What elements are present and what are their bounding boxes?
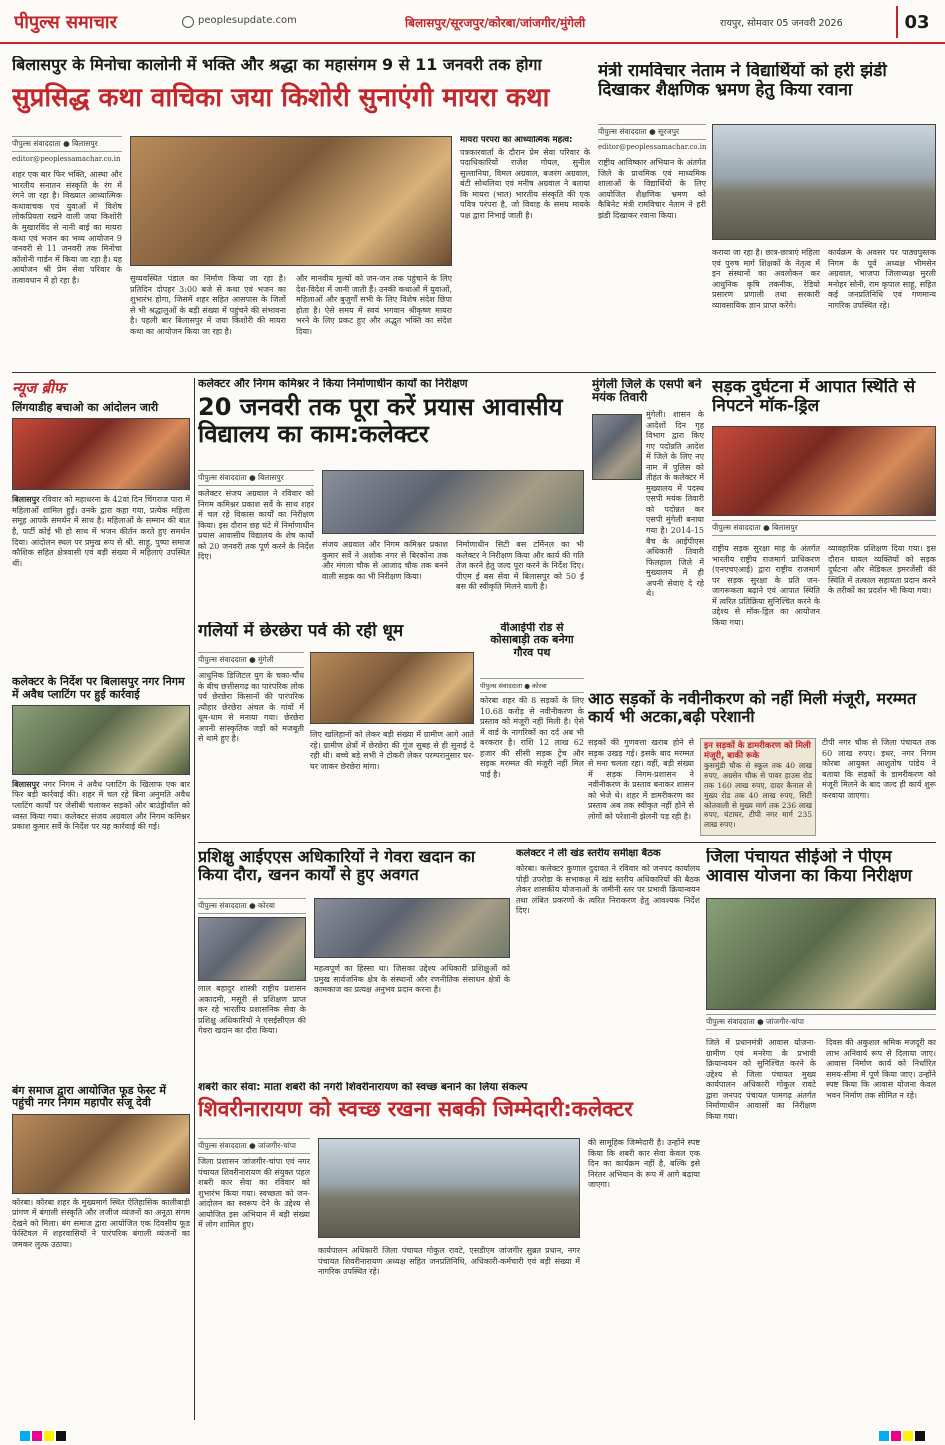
story11-photo bbox=[706, 898, 936, 1010]
story9-col1: लाल बहादुर शास्त्री राष्ट्रीय प्रशासन अकादमी, मसूरी से प्रशिक्षण प्राप्त कर रहे भारतीय प्रशासनिक सेवा के प्रशिक्षु अधिकारियों ने एसईसीएल की गेवरा खदान का दौरा किया। bbox=[198, 984, 306, 1036]
story-mock-drill bbox=[712, 378, 936, 682]
story12-photo bbox=[318, 1138, 580, 1238]
brief2-photo bbox=[12, 705, 190, 775]
website-globe-icon bbox=[182, 16, 194, 28]
brief3-text: कोरबा। कोरबा शहर के मुख्यमार्ग स्थित ऐतिहासिक कालीबाड़ी प्रांगण में बंगाली संस्कृति और लजीज व्यंजनों का अनूठा संगम देखने को मिला। बंग समाज द्वारा आयोजित एक दिवसीय फूड फेस्टिवल में शहरवासियों ने पारंपरिक बंगाली व्यंजनों का जमकर लुत्फ उठाया। bbox=[12, 1197, 190, 1249]
brief2-headline: कलेक्टर के निर्देश पर बिलासपुर नगर निगम में अवैध प्लाटिंग पर हुई कार्रवाई bbox=[12, 675, 185, 701]
story4-photo-portrait bbox=[592, 414, 642, 480]
story2-byline: पीपुल्स संवाददाता ● सूरजपुर bbox=[598, 124, 706, 140]
divider bbox=[198, 842, 936, 843]
story2-email: editor@peoplessamachar.co.in bbox=[598, 143, 706, 151]
story8-col3: टीपी नगर चौक से जिला पंचायत तक 60 लाख रुपए। इधर, नगर निगम कोरबा आयुक्त आशुतोष पांडेय ने बताया कि सड़कों के डामरीकरण को मंजूरी मिलने के बाद जल्द ही कार्य शुरू करवाया जाएगा। bbox=[822, 738, 936, 800]
story11-col2: दिवस की अकुशल श्रमिक मजदूरी का लाभ अनिवार्य रूप से दिलाया जाए। आवास निर्माण कार्य को निर्धारित समय-सीमा में पूर्ण किया जाए। उन्होंने स्पष्ट किया कि आवास योजना केवल भवन निर्माण तक सीमित न रहे। bbox=[826, 1038, 936, 1100]
story-mungeli-sp bbox=[592, 378, 704, 614]
story9-photo-2 bbox=[314, 898, 510, 958]
story9-headline: प्रशिक्षु आईएएस अधिकारियों ने गेवरा खदान का किया दौरा, खनन कार्यों से हुए अवगत bbox=[198, 848, 476, 884]
story1-col2: सुव्यवस्थित पंडाल का निर्माण किया जा रहा है। प्रतिदिन दोपहर 3:00 बजे से कथा एवं भजन का शुभारंभ होगा, जिसमें शहर सहित आसपास के जिलों से भी श्रद्धालुओं के बड़ी संख्या में पहुंचने की संभावना है। पहली बार बिलासपुर में जया किशोरी की मायरा कथा का आयोजन किया जा रहा है। bbox=[130, 274, 286, 336]
story1-photo bbox=[130, 136, 452, 266]
story5-byline: पीपुल्स संवाददाता ● बिलासपुर bbox=[712, 520, 936, 536]
story-netam-flag-off bbox=[598, 62, 936, 368]
story-jaya-kishori bbox=[12, 56, 590, 362]
story2-col2: कराया जा रहा है। छात्र-छात्राएं महिला एवं पुरुष मार्ग शिक्षकों के नेतृत्व में इन संस्थानों का अवलोकन कर आधुनिक कृषि तकनीक, रेडियो प्रसारण प्रणाली तथा सरकारी व्यावसायिक ज्ञान प्राप्त करेंगे। bbox=[712, 248, 820, 310]
story5-photo bbox=[712, 426, 936, 516]
story1-byline: पीपुल्स संवाददाता ● बिलासपुर bbox=[12, 136, 122, 152]
story7-headline: वीआईपी रोड से कोसाबाड़ी तक बनेगा गौरव पथ bbox=[490, 622, 574, 659]
story2-col1: राष्ट्रीय आविष्कार अभियान के अंतर्गत जिले के प्राथमिक एवं माध्यमिक शालाओं के विद्यार्थियों के लिए आयोजित शैक्षणिक भ्रमण को कैबिनेट मंत्री रामविचार नेताम ने हरी झंडी दिखाकर रवाना किया। bbox=[598, 158, 706, 220]
story4-text: मुंगेली। शासन के आदेशों दिन गृह विभाग द्वारा किए गए पदोन्नति आदेश में जिले के लिए नए नाम में पुलिस को तीहंत के कलेक्टर में मुख्यालय में पदस्थ एसपी मयंक तिवारी को पदोन्नत कर एसपी मुंगेली बनाया गया है। 2014-15 बैच के आईपीएस अधिकारी तिवारी फिलहाल जिले में मुख्यालय में ही अपनी सेवाएं दे रहे थे। bbox=[646, 410, 704, 599]
story6-photo bbox=[310, 652, 474, 724]
story11-headline: जिला पंचायत सीईओ ने पीएम आवास योजना का किया निरीक्षण bbox=[706, 848, 912, 887]
story-trainee-ias bbox=[198, 848, 510, 1076]
story1-col4-title: मायरा परंपरा का आध्यात्मिक महत्व: bbox=[460, 136, 573, 145]
story2-photo bbox=[712, 124, 936, 240]
story6-col2: लिए खलिहानों को लेकर बड़ी संख्या में ग्रामीण आगे आते रहे। ग्रामीण क्षेत्रों में छेरछेरा की गूंज सुबह से ही सुनाई दे रही थी। बच्चे बड़े सभी ने टोकरी लेकर परम्परानुसार घर-घर जाकर छेरछेरा मांगा। bbox=[310, 730, 474, 771]
story-block-review bbox=[516, 848, 700, 1076]
story11-col1: जिले में प्रधानमंत्री आवास योजना-ग्रामीण एवं मनरेगा के प्रभावी क्रियान्वयन को सुनिश्चित करने के उद्देश्य से जिला पंचायत मुख्य कार्यपालन अधिकारी गोकुल रावटे द्वारा जनपद पंचायत पामगढ़ अंतर्गत निर्माणाधीन आवासों का निरीक्षण किया गया। bbox=[706, 1038, 816, 1121]
story9-col2: महत्वपूर्ण का हिस्सा था। जिसका उद्देश्य अधिकारी प्रशिक्षुओं को प्रमुख सार्वजनिक क्षेत्र के संस्थानों और रणनीतिक संसाधन क्षेत्रों के कामकाज का प्रत्यक्ष अनुभव प्रदान करना है। bbox=[314, 964, 510, 995]
story-zp-ceo bbox=[706, 848, 936, 1418]
date-line: रायपुर, सोमवार 05 जनवरी 2026 bbox=[720, 18, 843, 29]
story1-col1: शहर एक बार फिर भक्ति, आस्था और भारतीय सनातन संस्कृति के रंग में रंगने जा रहा है। विख्यात आध्यात्मिक कथावाचक एवं युवाओं में विशेष लोकप्रियता रखने वाली जया किशोरी के मुखारविंद से नानी बाई का मायरा कथा एवं भजन का भव्य आयोजन 9 जनवरी से 11 जनवरी तक मिनोचा कॉलोनी गार्डन में किया जा रहा है। यह आयोजन श्री प्रेम सेवा परिवार के तत्वावधान में हो रहा है। bbox=[12, 170, 122, 285]
website: peoplesupdate.com bbox=[198, 15, 297, 26]
story8-box bbox=[700, 738, 816, 836]
story3-headline: 20 जनवरी तक पूरा करें प्रयास आवासीय विद्यालय का काम:कलेक्टर bbox=[198, 393, 563, 449]
story4-headline: मुंगेली जिले के एसपी बने मयंक तिवारी bbox=[592, 378, 702, 405]
story9-byline: पीपुल्स संवाददाता ● कोरबा bbox=[198, 898, 306, 914]
story8-box-title: इन सड़कों के डामरीकरण को मिली मंजूरी, बाकी रूके bbox=[704, 741, 811, 761]
story12-byline: पीपुल्स संवाददाता ● जांजगीर-चांपा bbox=[198, 1138, 310, 1154]
story10-text: कोरबा। कलेक्टर कुणाल दुदावत ने रविवार को जनपद कार्यालय पोड़ी उपरोड़ा के सभाकक्ष में खंड स्तरीय अधिकारियों की बैठक लेकर शासकीय योजनाओं के जमीनी स्तर पर प्रभावी क्रियान्वयन तथा लंबित प्रकरणों के त्वरित निराकरण हेतु आवश्यक निर्देश दिए। bbox=[516, 864, 700, 916]
story6-col1: आधुनिक डिजिटल युग के चका-चौंध के बीच छत्तीसगढ़ का पारंपरिक लोक पर्व छेरछेरा किसानों की पारंपरिक त्यौहार छेरछेरा अंचल के गांवों में धूम-धाम से मनाया गया। छेरछेरा अपनी सांस्कृतिक जड़ों को मजबूती से थामे हुए है। bbox=[198, 671, 304, 744]
story3-col2: संजय अग्रवाल और निगम कमिश्नर प्रकाश कुमार सर्वे ने अशोक नगर से बिरकोना तक और मंगला चौक से आजाद चौक तक बनने वाली सड़क का भी निरीक्षण किया। bbox=[322, 540, 448, 581]
story3-col3: निर्माणाधीन सिटी बस टर्मिनल का भी कलेक्टर ने निरीक्षण किया और कार्य की गति तेज करने हेतु जल्द पूरा करने के निर्देश दिए। पीएम ई बस सेवा में बिलासपुर को 50 ई बस की स्वीकृति मिलने वाली है। bbox=[456, 540, 584, 592]
story3-col1: कलेक्टर संजय अग्रवाल ने रविवार को निगम कमिश्नर प्रकाश सर्वे के साथ शहर में चल रहे विकास कार्यों का निरीक्षण किया। इस दौरान छह घंटे में निर्माणाधीन प्रयास आवासीय विद्यालय के शेष कार्यों को 20 जनवरी तक पूर्ण करने के निर्देश दिए। bbox=[198, 489, 314, 562]
brief1-headline: लिंगयाडीह बचाओ का आंदोलन जारी bbox=[12, 401, 159, 414]
story-vip-road bbox=[480, 622, 584, 836]
story8-headline: आठ सड़कों के नवीनीकरण को नहीं मिली मंजूरी, मरम्मत कार्य भी अटका,बढ़ी परेशानी bbox=[588, 690, 917, 726]
story8-col1: सड़कों की गुणवत्ता खराब होने से सड़क उखड़ गई। इसके बाद मरम्मत से मना चलता रहा। वहीं, बड़ी संख्या में सड़क निगम-प्रशासन ने नवीनीकरण के प्रस्ताव बनाकर शासन को भेजे थे। शहर में डामरीकरण का प्रस्ताव अब तक स्वीकृत नहीं होने से लोगों को परेशानी झेलनी पड़ रही है। bbox=[588, 738, 694, 821]
story3-kicker: कलेक्टर और निगम कमिश्नर ने किया निर्माणाधीन कार्यों का निरीक्षण bbox=[198, 378, 468, 390]
story12-col1: जिला प्रशासन जांजगीर-चांपा एवं नगर पंचायत शिवरीनारायण की संयुक्त पहल शबरी कार सेवा का रविवार को शुभारंभ किया गया। स्वच्छता को जन-आंदोलन का स्वरूप देने के उद्देश्य से आयोजित इस अभियान में बड़ी संख्या में लोग शामिल हुए। bbox=[198, 1157, 310, 1230]
story2-col3: कार्यक्रम के अवसर पर पाठ्यपुस्तक निगम के पूर्व अध्यक्ष भीमसेन अग्रवाल, भाजपा जिलाध्यक्ष मुरली मनोहर सोनी, राम कृपाल साहू, सहित कई जनप्रतिनिधि एवं गणमान्य नागरिक उपस्थित रहे। bbox=[828, 248, 936, 310]
brief1-photo bbox=[12, 418, 190, 490]
brief3-headline: बंग समाज द्वारा आयोजित फूड फेस्ट में पहुंची नगर निगम महापौर संजू देवी bbox=[12, 1083, 166, 1110]
story-collector-inspection bbox=[198, 378, 584, 614]
story1-col3: और मानवीय मूल्यों को जन-जन तक पहुंचाने के लिए देश-विदेश में जानी जाती हैं। उनकी कथाओं में युवाओं, महिलाओं और बुजुर्गों सभी के लिए विशेष संदेश छिपा होता है। ऐसे समय में स्वयं भगवान श्रीकृष्ण मायरा भरने के लिए प्रकट हुए और अद्भुत भक्ति का संदेश दिया। bbox=[296, 274, 452, 336]
story3-byline: पीपुल्स संवाददाता ● बिलासपुर bbox=[198, 470, 314, 486]
news-brief bbox=[12, 378, 190, 1420]
brief3-photo bbox=[12, 1114, 190, 1194]
story12-headline: शिवरीनारायण को स्वच्छ रखना सबकी जिम्मेदारी:कलेक्टर bbox=[198, 1096, 633, 1121]
story1-email: editor@peoplessamachar.co.in bbox=[12, 155, 121, 163]
story7-byline: पीपुल्स संवाददाता ● कोरबा bbox=[480, 678, 584, 693]
story2-headline: मंत्री रामविचार नेताम ने विद्यार्थियों को हरी झंडी दिखाकर शैक्षणिक भ्रमण हेतु किया रवाना bbox=[598, 62, 887, 101]
logo: पीपुल्स समाचार bbox=[14, 12, 117, 33]
brief1-text: बिलासपुर रविवार को महाधरना के 42वां दिन चिंगराज पारा में महिलाओं शामिल हुईं। उनके द्वारा कहा गया, प्रत्येक महिला समूह आपके समर्थन में साथ है। महिलाओं के सम्मान की बात है, पार्टी कोई भी हो साथ में भजन कीर्तन करते हुए समर्थन दिया। आंदोलन स्थल पर प्रमुख रूप से श्री. साहू, पुष्पा समाज कौशिक सहित क्षेत्रवासी एवं बड़ी संख्या में महिलाएं उपस्थित थीं। bbox=[12, 494, 190, 568]
story11-byline: पीपुल्स संवाददाता ● जांजगीर-चांपा bbox=[706, 1014, 936, 1030]
story-shivrinarayan bbox=[198, 1082, 700, 1418]
news-brief-tag: न्यूज ब्रीफ bbox=[12, 379, 66, 397]
story-eight-roads bbox=[588, 690, 936, 836]
story6-headline: गलियों में छेरछेरा पर्व की रही धूम bbox=[198, 622, 404, 641]
story7-text: कोरबा शहर की 8 सड़कों के लिए 10.68 करोड़ से नवीनीकरण के प्रस्ताव को मंजूरी नहीं मिली है। ऐसे में वार्ड के नागरिकों का दर्द अब भी बरकरार है। राशि 12 लाख 62 हजार की सीसी सड़क ट्रेंच और सड़क मरम्मत की मंजूरी नहीं मिल पाई है। bbox=[480, 696, 584, 779]
story6-byline: पीपुल्स संवाददाता ● मुंगेली bbox=[198, 652, 304, 668]
story1-col4: पत्रकारवार्ता के दौरान प्रेम सेवा परिवार के पदाधिकारियों राजेश गोयल, सुनील सुल्तानिया, विमल अग्रवाल, बजरंग अग्रवाल, बंटी सोथलिया एवं मनीष अग्रवाल ने बताया कि मायरा (भात) भारतीय संस्कृति की एक पवित्र परंपरा है, जो विवाह के समय मायके पक्ष द्वारा निभाई जाती है। bbox=[460, 147, 590, 220]
masthead bbox=[0, 0, 945, 44]
divider bbox=[194, 378, 195, 1420]
story5-headline: सड़क दुर्घटना में आपात स्थिति से निपटने मॉक-ड्रिल bbox=[712, 378, 916, 417]
story1-kicker: बिलासपुर के मिनोचा कालोनी में भक्ति और श्रद्धा का महासंगम 9 से 11 जनवरी तक होगा bbox=[12, 56, 542, 74]
story5-col1: राष्ट्रीय सड़क सुरक्षा माह के अंतर्गत भारतीय राष्ट्रीय राजमार्ग प्राधिकरण (एनएचएआई) द्वारा राष्ट्रीय राजमार्ग पर सड़क सुरक्षा के प्रति जन-जागरूकता बढ़ाने एवं आपात स्थिति में त्वरित प्रतिक्रिया सुनिश्चित करने के उद्देश्य से मॉक-ड्रिल का आयोजन किया गया। bbox=[712, 544, 820, 627]
story12-kicker: शबरी कार सेवा: माता शबरी की नगरी शिवरीनारायण को स्वच्छ बनाने का लिया संकल्प bbox=[198, 1082, 528, 1093]
footer-registration-marks bbox=[0, 1426, 945, 1445]
story-chherchhera bbox=[198, 622, 474, 836]
story9-photo bbox=[198, 917, 306, 981]
edition-cities: बिलासपुर/सूरजपुर/कोरबा/जांजगीर/मुंगेली bbox=[405, 16, 586, 30]
story10-headline: कलेक्टर ने ली खंड स्तरीय समीक्षा बैठक bbox=[516, 848, 661, 859]
story8-box-text: कुसमुंडी चौक से स्कूल तक 40 लाख रुपए, अग्रसेन चौक से पावर हाउस रोड तक 160 लाख रुपए, दादर कैनाल से मुख्य रोड तक 40 लाख रुपए, सिटी कोतवाली से मुख्य मार्ग तक 236 लाख रुपए, घंटाघर, टीपी नगर मार्ग 235 लाख रुपए। bbox=[704, 761, 812, 830]
brief2-text: बिलासपुर नगर निगम ने अवैध प्लाटिंग के खिलाफ एक बार फिर बड़ी कार्रवाई की। शहर में चल रहे बिना अनुमति अवैध प्लाटिंग कार्यों पर जेसीबी चलाकर सड़कों और बाउंड्रीवॉल को ध्वस्त किया गया। कलेक्टर संजय अग्रवाल और निगम कमिश्नर प्रकाश कुमार सर्वे के निर्देश पर यह कार्रवाई की गई। bbox=[12, 778, 190, 832]
story12-col2: कार्यपालन अधिकारी जिला पंचायत गोकुल रावटे, एसडीएम जांजगीर सुब्रत प्रधान, नगर पंचायत शिवरीनारायण अध्यक्ष सहित जनप्रतिनिधि, अधिकारी-कर्मचारी एवं बड़ी संख्या में नागरिक उपस्थित रहे। bbox=[318, 1246, 580, 1277]
story5-col2: व्यावहारिक प्रशिक्षण दिया गया। इस दौरान घायल व्यक्तियों को सड़क दुर्घटना और मेडिकल इमरजेंसी की स्थिति में तत्काल सहायता प्रदान करने के तरीकों का प्रदर्शन भी किया गया। bbox=[828, 544, 936, 596]
story3-photo bbox=[322, 470, 584, 534]
divider bbox=[12, 372, 936, 373]
story1-headline: सुप्रसिद्ध कथा वाचिका जया किशोरी सुनाएंगी मायरा कथा bbox=[12, 83, 550, 113]
story12-col3: की सामूहिक जिम्मेदारी है। उन्होंने स्पष्ट किया कि शबरी कार सेवा केवल एक दिन का कार्यक्रम नहीं है, बल्कि इसे निरंतर अभियान के रूप में आगे बढ़ाया जाएगा। bbox=[588, 1138, 700, 1190]
page-number: 03 bbox=[896, 6, 936, 38]
